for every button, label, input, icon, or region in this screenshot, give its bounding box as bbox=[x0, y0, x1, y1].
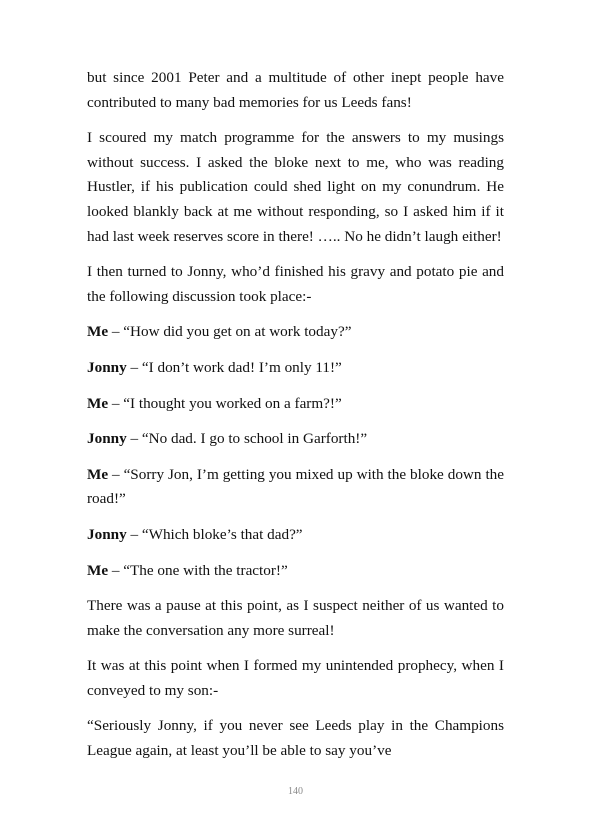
dialogue-text: – “Sorry Jon, I’m getting you mixed up with the bloke down the road!” bbox=[87, 465, 504, 508]
paragraph: I scoured my match programme for the answers to my musings without success. I asked the bloke next to me, who was reading Hustler, if his publication could shed light on my conundrum. He looked blankly back at me without responding, so I asked him if it had last week reserves score in there! ….. No he didn’t laugh either! bbox=[87, 129, 504, 245]
dialogue-text: – “No dad. I go to school in Garforth!” bbox=[126, 430, 368, 448]
dialogue-text: – “Which bloke’s that dad?” bbox=[126, 525, 303, 543]
dialogue-line bbox=[87, 427, 504, 452]
speaker-name: Jonny bbox=[87, 525, 127, 543]
dialogue-line bbox=[87, 320, 504, 345]
dialogue-text: – “I don’t work dad! I’m only 11!” bbox=[126, 358, 342, 376]
dialogue-text: – “I thought you worked on a farm?!” bbox=[108, 394, 342, 412]
speaker-name: Jonny bbox=[87, 430, 127, 448]
dialogue-line bbox=[87, 523, 504, 548]
speaker-name: Jonny bbox=[87, 358, 127, 376]
speaker-name: Me bbox=[87, 323, 109, 341]
dialogue-line bbox=[87, 559, 504, 584]
page-body bbox=[87, 66, 504, 775]
dialogue-line bbox=[87, 463, 504, 512]
dialogue-line bbox=[87, 392, 504, 417]
paragraph: I then turned to Jonny, who’d finished his gravy and potato pie and the following discussion took place:- bbox=[87, 263, 504, 305]
dialogue-text: – “How did you get on at work today?” bbox=[108, 323, 352, 341]
speaker-name: Me bbox=[87, 465, 109, 483]
dialogue-line bbox=[87, 356, 504, 381]
dialogue-text: – “The one with the tractor!” bbox=[108, 561, 288, 579]
speaker-name: Me bbox=[87, 561, 109, 579]
page-number: 140 bbox=[288, 786, 303, 797]
paragraph: but since 2001 Peter and a multitude of other inept people have contributed to many bad memories for us Leeds fans! bbox=[87, 69, 504, 111]
paragraph: “Seriously Jonny, if you never see Leeds play in the Champions League again, at least you’ll be able to say you’ve bbox=[87, 717, 504, 760]
paragraph: There was a pause at this point, as I suspect neither of us wanted to make the conversation any more surreal! bbox=[87, 597, 504, 639]
paragraph: It was at this point when I formed my unintended prophecy, when I conveyed to my son:- bbox=[87, 657, 504, 699]
speaker-name: Me bbox=[87, 394, 109, 412]
